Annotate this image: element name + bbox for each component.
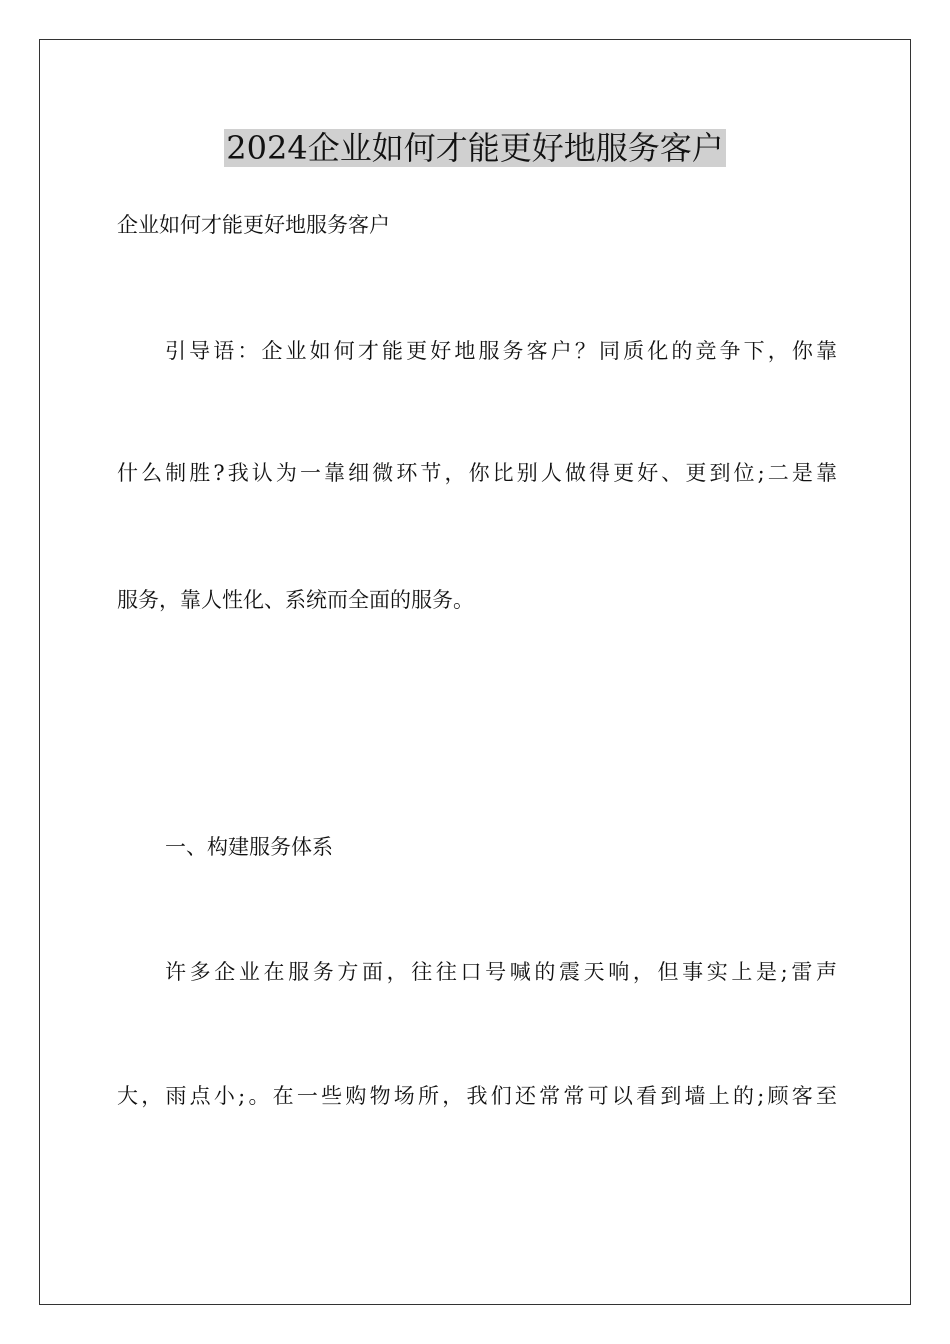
intro-line-3: 服务，靠人性化、系统而全面的服务。	[117, 588, 474, 612]
document-title	[0, 126, 950, 170]
intro-line-2: 什么制胜?我认为一靠细微环节，你比别人做得更好、更到位;二是靠	[117, 461, 837, 485]
section-heading: 一、构建服务体系	[165, 835, 333, 859]
document-subtitle: 企业如何才能更好地服务客户	[117, 213, 390, 237]
intro-line-1: 引导语：企业如何才能更好地服务客户？同质化的竞争下，你靠	[165, 339, 837, 363]
section-line-1: 许多企业在服务方面，往往口号喊的震天响，但事实上是;雷声	[165, 960, 837, 984]
document-title-text: 2024企业如何才能更好地服务客户	[226, 129, 724, 167]
section-line-2: 大，雨点小;。在一些购物场所，我们还常常可以看到墙上的;顾客至	[117, 1084, 837, 1108]
